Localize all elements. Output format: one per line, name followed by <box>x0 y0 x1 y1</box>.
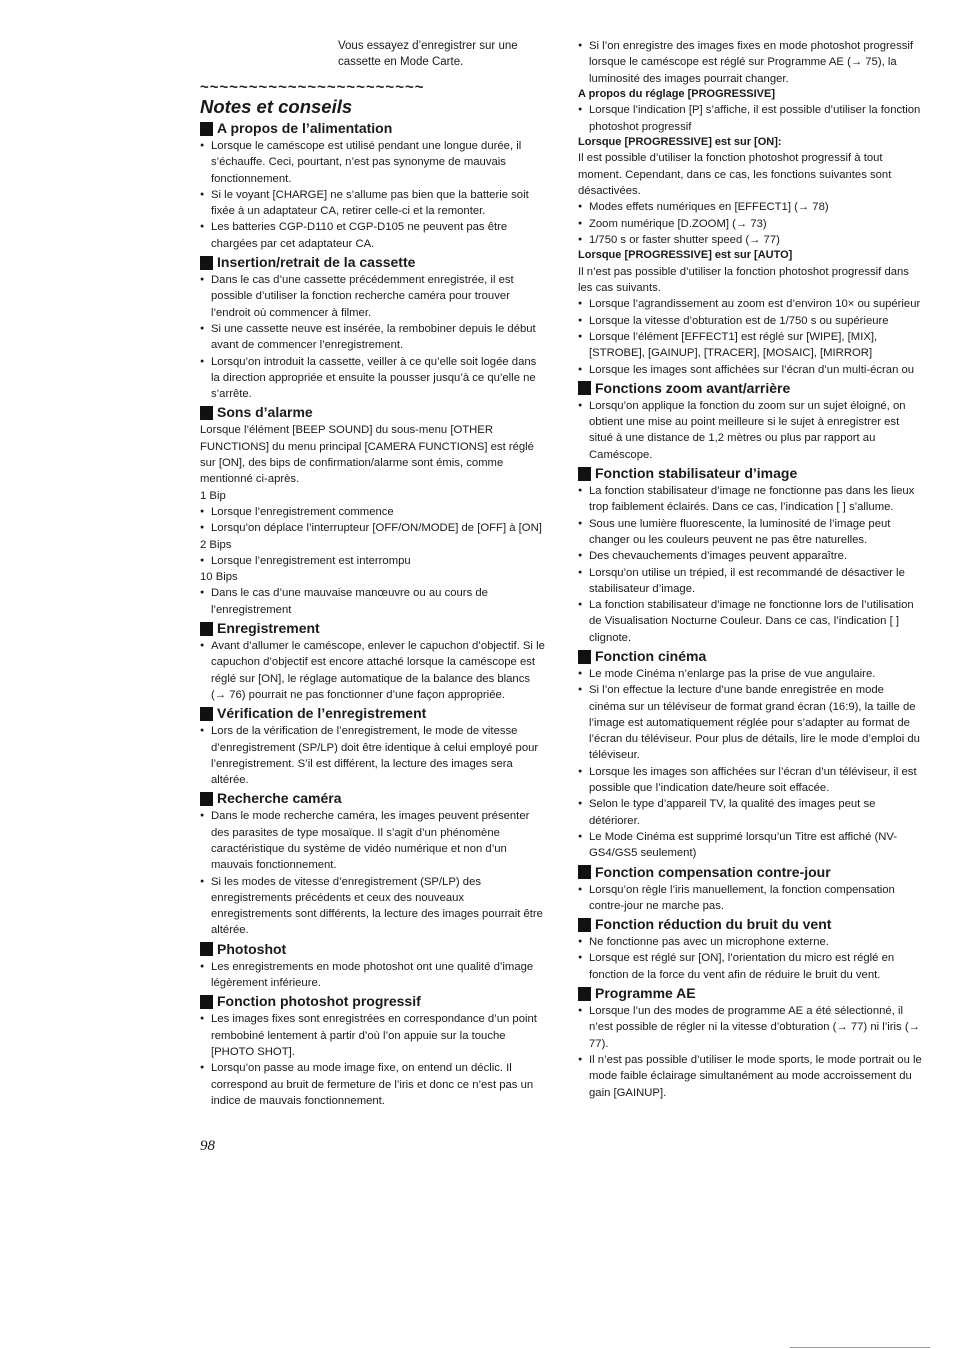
section-heading <box>578 380 923 397</box>
section <box>578 380 923 463</box>
square-bullet-icon <box>200 622 213 636</box>
bullet-item: ● Dans le cas d’une mauvaise manœuvre ou au cours de l’enregistrement <box>200 585 545 618</box>
section-heading-text: Fonction cinéma <box>595 648 707 664</box>
section-heading-text: Sons d’alarme <box>217 404 313 421</box>
right-column <box>578 38 923 1101</box>
right-sections <box>578 38 923 1101</box>
square-bullet-icon <box>578 381 591 395</box>
paragraph: 2 Bips <box>200 538 232 551</box>
section-heading-text: Recherche caméra <box>217 790 342 807</box>
bullet-item: ● Lorsqu’on utilise un trépied, il est recommandé de désactiver le stabilisateur d’image. <box>578 565 923 598</box>
section-heading <box>200 941 545 958</box>
section-heading <box>578 985 923 1002</box>
section-heading-text: Fonction réduction du bruit du vent <box>595 916 832 933</box>
bullet-item: ● Lorsque l’agrandissement au zoom est d’environ 10× ou supérieur <box>578 296 923 312</box>
square-bullet-icon <box>200 995 213 1009</box>
left-sections <box>200 120 545 1109</box>
paragraph: Il est possible d’utiliser la fonction photoshot progressif à tout moment. Cependant, dans ce cas, les fonctions suivantes sont désactivées. <box>578 152 892 198</box>
bullet-item: ● Lorsque est réglé sur [ON], l’orientation du micro est réglé en fonction de la force du vent afin de réduire le bruit du vent. <box>578 950 923 983</box>
bullet-item: ● Lorsqu’on déplace l’interrupteur [OFF/ON/MODE] de [OFF] à [ON] <box>200 520 545 536</box>
section-heading-text: Programme AE <box>595 985 696 1002</box>
bullet-item: ● Lorsque l’enregistrement est interrompu <box>200 553 545 569</box>
section <box>578 864 923 915</box>
section <box>200 120 545 252</box>
bullet-item: ● Lorsque l’élément [EFFECT1] est réglé sur [WIPE], [MIX], [STROBE], [GAINUP], [TRACER], [MOSAIC], [MIRROR] <box>578 329 923 362</box>
section <box>578 985 923 1101</box>
bullet-item: ● Zoom numérique [D.ZOOM] (→ 73) <box>578 216 923 232</box>
bullet-item: ● Lors de la vérification de l’enregistrement, le mode de vitesse d’enregistrement (SP/LP) doit être identique à celui employé pour l’enregistrement. S’il est différent, la lecture des images sera altérée. <box>200 723 545 788</box>
bullet-item: ● La fonction stabilisateur d’image ne fonctionne pas dans les lieux trop faiblement éclairés. Dans ce cas, l’indication [ ] s’allume. <box>578 483 923 516</box>
section-heading-text: Fonction compensation contre-jour <box>595 863 831 880</box>
bullet-item: ● Si une cassette neuve est insérée, la rembobiner depuis le début avant de commencer l’enregistrement. <box>200 321 545 354</box>
section <box>578 648 923 862</box>
section <box>200 620 545 703</box>
bottom-rule <box>790 1347 930 1348</box>
subheading: A propos du réglage [PROGRESSIVE] <box>578 87 776 100</box>
bullet-item: ● Des chevauchements d’images peuvent apparaître. <box>578 548 923 564</box>
section-heading-text: Fonctions zoom avant/arrière <box>595 379 791 396</box>
bullet-item: ● Si l’on effectue la lecture d’une bande enregistrée en mode cinéma sur un téléviseur de format grand écran (16:9), la taille de l’image est automatiquement réglée pour s’adapter au format de l’écran du téléviseur. Pour plus de détails, lire le mode d’emploi du téléviseur. <box>578 682 923 763</box>
bullet-item: ● 1/750 s or faster shutter speed (→ 77) <box>578 232 923 248</box>
section-heading <box>578 864 923 881</box>
square-bullet-icon <box>200 707 213 721</box>
bullet-item: ● La fonction stabilisateur d’image ne fonctionne lors de l’utilisation de Visualisation Nocturne Couleur. Dans ce cas, l’indication [ ] clignote. <box>578 597 923 646</box>
bullet-item: ● Le mode Cinéma n’enlarge pas la prise de vue angulaire. <box>578 666 923 682</box>
section <box>200 993 545 1109</box>
left-column <box>200 38 545 1109</box>
page-title: Notes et conseils <box>200 96 353 117</box>
bullet-item: ● Si le voyant [CHARGE] ne s’allume pas bien que la batterie soit fixée à un adaptateur CA, retirer celle-ci et la remonter. <box>200 187 545 220</box>
bullet-item: ● Lorsqu’on passe au mode image fixe, on entend un déclic. Il correspond au bruit de fermeture de l’iris et donc ce n’est pas un indice de mauvais fonctionnement. <box>200 1060 545 1109</box>
section-heading <box>578 648 923 665</box>
square-bullet-icon <box>200 122 213 136</box>
section <box>200 941 545 992</box>
paragraph: 10 Bips <box>200 571 238 584</box>
bullet-item: ● Selon le type d’appareil TV, la qualité des images peut se détériorer. <box>578 796 923 829</box>
bullet-item: ● Dans le cas d’une cassette précédemment enregistrée, il est possible d’utiliser la fonction recherche caméra pour trouver l’endroit où commencer à filmer. <box>200 272 545 321</box>
paragraph: 1 Bip <box>200 489 226 502</box>
bullet-item: ● Lorsque la vitesse d’obturation est de 1/750 s ou supérieure <box>578 313 923 329</box>
bullet-item: ● Si l’on enregistre des images fixes en mode photoshot progressif lorsque le caméscope est réglé sur Programme AE (→ 75), la luminosité des images pourrait changer. <box>578 38 923 87</box>
section-heading <box>200 993 545 1010</box>
page-number: 98 <box>200 1138 215 1154</box>
bullet-item: ● Les enregistrements en mode photoshot ont une qualité d’image légèrement inférieure. <box>200 959 545 992</box>
square-bullet-icon <box>200 942 213 956</box>
square-bullet-icon <box>578 650 591 664</box>
section-heading <box>578 916 923 933</box>
section-heading <box>200 404 545 421</box>
section-heading <box>200 120 545 137</box>
bullet-item: ● Lorsqu’on règle l’iris manuellement, la fonction compensation contre-jour ne marche pas. <box>578 882 923 915</box>
section-heading <box>200 620 545 637</box>
bullet-item: ● Si les modes de vitesse d’enregistrement (SP/LP) des enregistrements précédents et ceux des nouveaux enregistrements sont différents, la lecture des images pourrait être altérée. <box>200 874 545 939</box>
square-bullet-icon <box>578 467 591 481</box>
bullet-item: ● Dans le mode recherche caméra, les images peuvent présenter des parasites de type mosaïque. Il s’agit d’un phénomène caractéristique du système de vidéo numérique et non d’un mauvais fonctionnement. <box>200 808 545 873</box>
bullet-item: ● Ne fonctionne pas avec un microphone externe. <box>578 934 923 950</box>
bullet-item: ● Le Mode Cinéma est supprimé lorsqu’un Titre est affiché (NV-GS4/GS5 seulement) <box>578 829 923 862</box>
square-bullet-icon <box>200 256 213 270</box>
bullet-item: ● Lorsque le caméscope est utilisé pendant une longue durée, il s’échauffe. Ceci, pourtant, n’est pas synonyme de mauvais fonctionnement. <box>200 138 545 187</box>
square-bullet-icon <box>578 987 591 1001</box>
section-heading-text: A propos de l’alimentation <box>217 120 393 136</box>
bullet-item: ● Lorsque l’indication [P] s’affiche, il est possible d’utiliser la fonction photoshot progressif <box>578 102 923 135</box>
paragraph: Lorsque l’élément [BEEP SOUND] du sous-menu [OTHER FUNCTIONS] du menu principal [CAMERA FUNCTIONS] est réglé sur [ON], des bips de confirmation/alarme sont émis, comme mentionné ci-après. <box>200 424 534 486</box>
section-heading <box>200 254 545 271</box>
section <box>200 254 545 402</box>
paragraph: Il n’est pas possible d’utiliser la fonction photoshot progressif dans les cas suivants. <box>578 265 909 295</box>
section <box>578 465 923 646</box>
section-heading-text: Enregistrement <box>217 620 320 637</box>
bullet-item: ● Lorsque l’enregistrement commence <box>200 504 545 520</box>
bullet-item: ● Lorsque l’un des modes de programme AE a été sélectionné, il n’est possible de régler ni la vitesse d’obturation (→ 77) ni l’iris (→ 77). <box>578 1003 923 1052</box>
square-bullet-icon <box>578 918 591 932</box>
section-heading-text: Vérification de l’enregistrement <box>217 705 427 722</box>
section <box>578 38 923 378</box>
section <box>200 790 545 938</box>
bullet-item: ● Lorsque les images sont affichées sur l’écran d’un multi-écran ou <box>578 362 923 378</box>
decorative-divider: ~~~~~~~~~~~~~~~~~~~~~~~ <box>200 82 425 94</box>
section-heading-text: Photoshot <box>217 940 287 957</box>
subheading: Lorsque [PROGRESSIVE] est sur [AUTO] <box>578 249 793 262</box>
section-heading <box>578 465 923 482</box>
square-bullet-icon <box>200 406 213 420</box>
section <box>200 705 545 788</box>
bullet-item: ● Les images fixes sont enregistrées en correspondance d’un point rembobiné lentement à partir d’où l’on appuie sur la touche [PHOTO SHOT]. <box>200 1011 545 1060</box>
subheading: Lorsque [PROGRESSIVE] est sur [ON]: <box>578 135 782 148</box>
bullet-item: ● Modes effets numériques en [EFFECT1] (→ 78) <box>578 199 923 215</box>
square-bullet-icon <box>200 792 213 806</box>
bullet-item: ● Lorsque les images son affichées sur l’écran d’un téléviseur, il est possible que l’indication date/heure soit effacée. <box>578 764 923 797</box>
square-bullet-icon <box>578 865 591 879</box>
section <box>200 404 545 618</box>
section-heading-text: Fonction stabilisateur d’image <box>595 465 798 482</box>
section-heading <box>200 705 545 722</box>
section-heading <box>200 790 545 807</box>
bullet-item: ● Il n’est pas possible d’utiliser le mode sports, le mode portrait ou le mode faible éclairage simultanément au mode accroissement du gain [GAINUP]. <box>578 1052 923 1101</box>
bullet-item: ● Lorsqu’on introduit la cassette, veiller à ce qu’elle soit logée dans la direction appropriée et ensuite la pousser jusqu’à ce qu’elle ne s’arrête. <box>200 354 545 403</box>
bullet-item: ● Lorsqu’on applique la fonction du zoom sur un sujet éloigné, on obtient une mise au point meilleure si le sujet à enregistrer est situé à une distance de 1,2 mètres ou plus par rapport au Caméscope. <box>578 398 923 463</box>
section-heading-text: Insertion/retrait de la cassette <box>217 254 416 271</box>
section <box>578 916 923 983</box>
section-heading-text: Fonction photoshot progressif <box>217 993 421 1010</box>
bullet-item: ● Sous une lumière fluorescente, la luminosité de l’image peut changer ou les couleurs peuvent ne pas être naturelles. <box>578 516 923 549</box>
bullet-item: ● Les batteries CGP-D110 et CGP-D105 ne peuvent pas être chargées par cet adaptateur CA. <box>200 219 545 252</box>
bullet-item: ● Avant d’allumer le caméscope, enlever le capuchon d’objectif. Si le capuchon d’objectif est encore attaché lorsque la caméscope est réglé sur [ON], le réglage automatique de la balance des blancs (→ 76) pourrait ne pas fonctionner d’une façon appropriée. <box>200 638 545 703</box>
intro-text: Vous essayez d’enregistrer sur une cassette en Mode Carte. <box>338 40 518 68</box>
